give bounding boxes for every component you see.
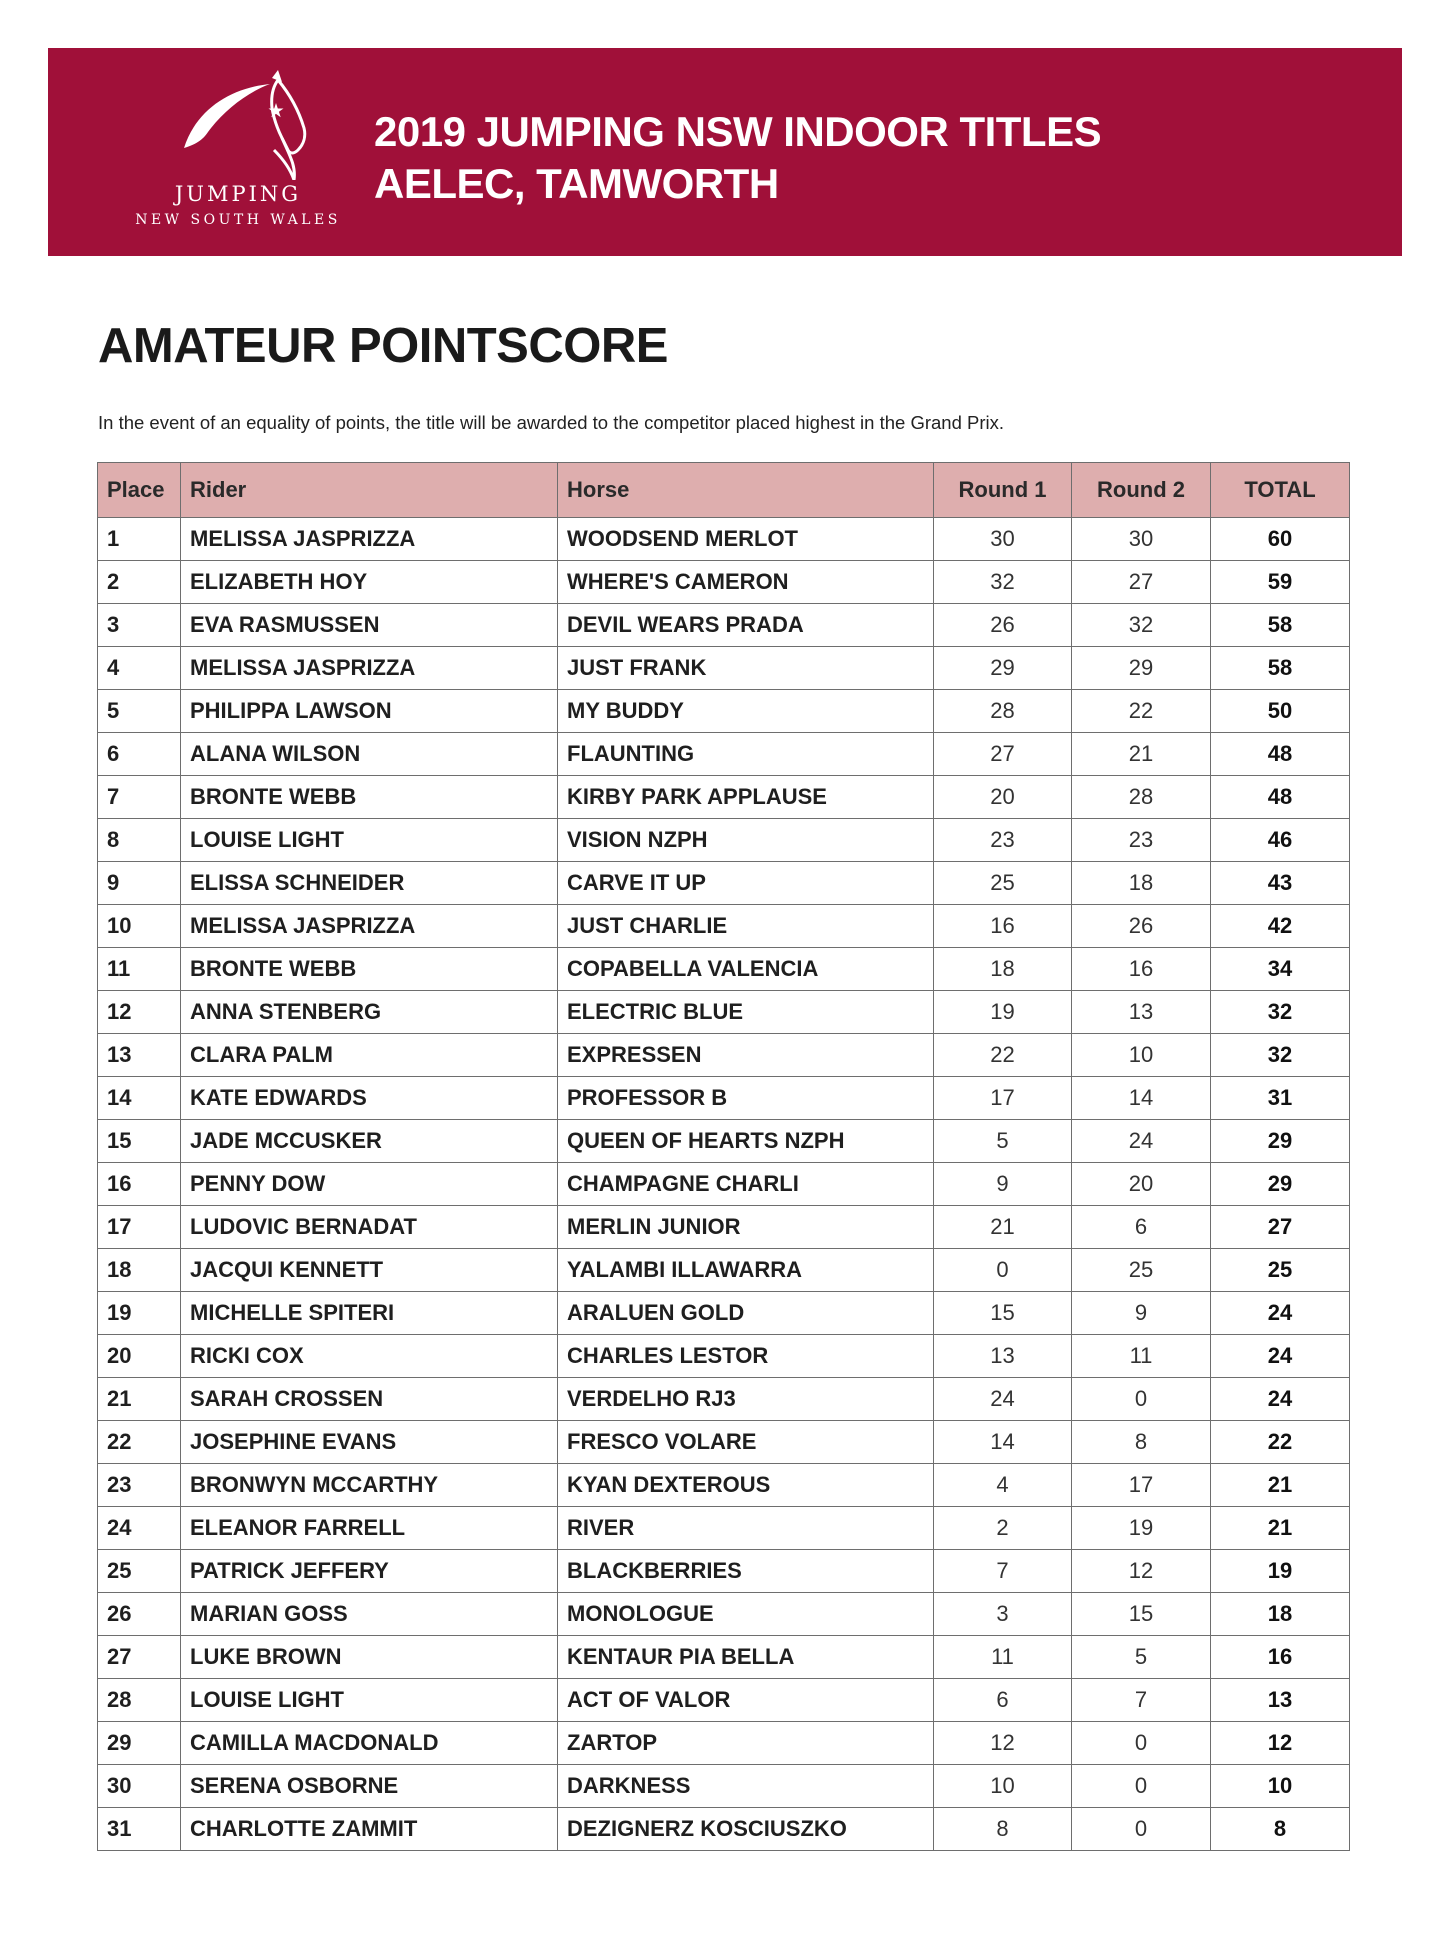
- horse-cell: WOODSEND MERLOT: [558, 518, 934, 561]
- place-cell: 22: [98, 1421, 181, 1464]
- total-cell: 59: [1211, 561, 1350, 604]
- round1-cell: 7: [934, 1550, 1072, 1593]
- horse-cell: ACT OF VALOR: [558, 1679, 934, 1722]
- round1-cell: 2: [934, 1507, 1072, 1550]
- round2-cell: 5: [1072, 1636, 1211, 1679]
- table-row: [98, 1464, 1350, 1507]
- total-cell: 31: [1211, 1077, 1350, 1120]
- table-row: [98, 561, 1350, 604]
- round1-cell: 21: [934, 1206, 1072, 1249]
- total-cell: 18: [1211, 1593, 1350, 1636]
- place-cell: 28: [98, 1679, 181, 1722]
- place-cell: 26: [98, 1593, 181, 1636]
- horse-cell: DARKNESS: [558, 1765, 934, 1808]
- total-cell: 25: [1211, 1249, 1350, 1292]
- round1-cell: 18: [934, 948, 1072, 991]
- table-row: [98, 1808, 1350, 1851]
- horse-cell: FRESCO VOLARE: [558, 1421, 934, 1464]
- round1-cell: 20: [934, 776, 1072, 819]
- horse-cell: MERLIN JUNIOR: [558, 1206, 934, 1249]
- rider-cell: KATE EDWARDS: [181, 1077, 558, 1120]
- round1-cell: 0: [934, 1249, 1072, 1292]
- table-row: [98, 733, 1350, 776]
- round1-cell: 19: [934, 991, 1072, 1034]
- table-row: [98, 1034, 1350, 1077]
- round1-cell: 32: [934, 561, 1072, 604]
- total-cell: 8: [1211, 1808, 1350, 1851]
- horse-cell: JUST FRANK: [558, 647, 934, 690]
- table-row: [98, 1335, 1350, 1378]
- rider-cell: EVA RASMUSSEN: [181, 604, 558, 647]
- tiebreak-note: In the event of an equality of points, the title will be awarded to the competitor placed highest in the Grand Prix.: [98, 412, 1005, 433]
- round2-cell: 7: [1072, 1679, 1211, 1722]
- table-header-row: [98, 463, 1350, 518]
- round2-cell: 18: [1072, 862, 1211, 905]
- table-row: [98, 604, 1350, 647]
- round2-cell: 6: [1072, 1206, 1211, 1249]
- total-cell: 43: [1211, 862, 1350, 905]
- table-row: [98, 1722, 1350, 1765]
- horse-cell: PROFESSOR B: [558, 1077, 934, 1120]
- round2-cell: 0: [1072, 1808, 1211, 1851]
- round1-cell: 29: [934, 647, 1072, 690]
- rider-cell: LUKE BROWN: [181, 1636, 558, 1679]
- round1-cell: 13: [934, 1335, 1072, 1378]
- round2-cell: 14: [1072, 1077, 1211, 1120]
- place-cell: 23: [98, 1464, 181, 1507]
- horse-cell: JUST CHARLIE: [558, 905, 934, 948]
- horse-cell: FLAUNTING: [558, 733, 934, 776]
- round2-cell: 26: [1072, 905, 1211, 948]
- round1-cell: 4: [934, 1464, 1072, 1507]
- round2-cell: 21: [1072, 733, 1211, 776]
- round1-cell: 3: [934, 1593, 1072, 1636]
- place-cell: 3: [98, 604, 181, 647]
- round1-cell: 6: [934, 1679, 1072, 1722]
- header-banner: [48, 48, 1402, 256]
- rider-cell: CLARA PALM: [181, 1034, 558, 1077]
- rider-cell: CAMILLA MACDONALD: [181, 1722, 558, 1765]
- rider-cell: MICHELLE SPITERI: [181, 1292, 558, 1335]
- table-row: [98, 1636, 1350, 1679]
- column-header-round2: Round 2: [1072, 463, 1211, 518]
- round2-cell: 0: [1072, 1722, 1211, 1765]
- place-cell: 4: [98, 647, 181, 690]
- horse-cell: RIVER: [558, 1507, 934, 1550]
- place-cell: 9: [98, 862, 181, 905]
- horse-cell: ARALUEN GOLD: [558, 1292, 934, 1335]
- round2-cell: 9: [1072, 1292, 1211, 1335]
- total-cell: 12: [1211, 1722, 1350, 1765]
- place-cell: 8: [98, 819, 181, 862]
- rider-cell: SERENA OSBORNE: [181, 1765, 558, 1808]
- total-cell: 34: [1211, 948, 1350, 991]
- horse-cell: CHAMPAGNE CHARLI: [558, 1163, 934, 1206]
- place-cell: 1: [98, 518, 181, 561]
- pointscore-table: [97, 462, 1350, 1851]
- table-row: [98, 1593, 1350, 1636]
- logo-text-jumping: JUMPING: [174, 182, 302, 206]
- table-row: [98, 776, 1350, 819]
- table-row: [98, 1120, 1350, 1163]
- round2-cell: 22: [1072, 690, 1211, 733]
- rider-cell: LUDOVIC BERNADAT: [181, 1206, 558, 1249]
- rider-cell: LOUISE LIGHT: [181, 819, 558, 862]
- column-header-round1: Round 1: [934, 463, 1072, 518]
- total-cell: 24: [1211, 1335, 1350, 1378]
- round2-cell: 28: [1072, 776, 1211, 819]
- total-cell: 13: [1211, 1679, 1350, 1722]
- table-row: [98, 948, 1350, 991]
- rider-cell: BRONTE WEBB: [181, 948, 558, 991]
- horse-cell: MY BUDDY: [558, 690, 934, 733]
- rider-cell: MELISSA JASPRIZZA: [181, 905, 558, 948]
- rider-cell: JADE MCCUSKER: [181, 1120, 558, 1163]
- round1-cell: 23: [934, 819, 1072, 862]
- horse-cell: DEZIGNERZ KOSCIUSZKO: [558, 1808, 934, 1851]
- total-cell: 42: [1211, 905, 1350, 948]
- place-cell: 14: [98, 1077, 181, 1120]
- total-cell: 16: [1211, 1636, 1350, 1679]
- total-cell: 21: [1211, 1464, 1350, 1507]
- round2-cell: 32: [1072, 604, 1211, 647]
- place-cell: 13: [98, 1034, 181, 1077]
- place-cell: 15: [98, 1120, 181, 1163]
- place-cell: 17: [98, 1206, 181, 1249]
- table-row: [98, 1550, 1350, 1593]
- round1-cell: 15: [934, 1292, 1072, 1335]
- event-title-line1: 2019 JUMPING NSW INDOOR TITLES: [374, 108, 1102, 155]
- total-cell: 48: [1211, 776, 1350, 819]
- total-cell: 27: [1211, 1206, 1350, 1249]
- rider-cell: RICKI COX: [181, 1335, 558, 1378]
- jumping-nsw-logo: [118, 70, 358, 240]
- rider-cell: ELISSA SCHNEIDER: [181, 862, 558, 905]
- horse-cell: YALAMBI ILLAWARRA: [558, 1249, 934, 1292]
- place-cell: 7: [98, 776, 181, 819]
- round2-cell: 12: [1072, 1550, 1211, 1593]
- horse-cell: QUEEN OF HEARTS NZPH: [558, 1120, 934, 1163]
- column-header-horse: Horse: [558, 463, 934, 518]
- round1-cell: 9: [934, 1163, 1072, 1206]
- total-cell: 29: [1211, 1163, 1350, 1206]
- table-row: [98, 1292, 1350, 1335]
- round2-cell: 15: [1072, 1593, 1211, 1636]
- place-cell: 2: [98, 561, 181, 604]
- total-cell: 58: [1211, 604, 1350, 647]
- table-row: [98, 1163, 1350, 1206]
- round1-cell: 16: [934, 905, 1072, 948]
- table-row: [98, 819, 1350, 862]
- total-cell: 60: [1211, 518, 1350, 561]
- round1-cell: 30: [934, 518, 1072, 561]
- round2-cell: 20: [1072, 1163, 1211, 1206]
- round2-cell: 24: [1072, 1120, 1211, 1163]
- rider-cell: PHILIPPA LAWSON: [181, 690, 558, 733]
- column-header-place: Place: [98, 463, 181, 518]
- rider-cell: MELISSA JASPRIZZA: [181, 518, 558, 561]
- table-row: [98, 1249, 1350, 1292]
- round1-cell: 22: [934, 1034, 1072, 1077]
- horse-cell: DEVIL WEARS PRADA: [558, 604, 934, 647]
- round2-cell: 0: [1072, 1378, 1211, 1421]
- table-row: [98, 1077, 1350, 1120]
- round2-cell: 30: [1072, 518, 1211, 561]
- round1-cell: 27: [934, 733, 1072, 776]
- total-cell: 10: [1211, 1765, 1350, 1808]
- total-cell: 58: [1211, 647, 1350, 690]
- round1-cell: 26: [934, 604, 1072, 647]
- round1-cell: 8: [934, 1808, 1072, 1851]
- horse-cell: VERDELHO RJ3: [558, 1378, 934, 1421]
- place-cell: 27: [98, 1636, 181, 1679]
- total-cell: 29: [1211, 1120, 1350, 1163]
- round1-cell: 24: [934, 1378, 1072, 1421]
- horse-cell: KYAN DEXTEROUS: [558, 1464, 934, 1507]
- place-cell: 11: [98, 948, 181, 991]
- horse-cell: KIRBY PARK APPLAUSE: [558, 776, 934, 819]
- round2-cell: 17: [1072, 1464, 1211, 1507]
- rider-cell: MARIAN GOSS: [181, 1593, 558, 1636]
- round1-cell: 5: [934, 1120, 1072, 1163]
- place-cell: 25: [98, 1550, 181, 1593]
- total-cell: 19: [1211, 1550, 1350, 1593]
- rider-cell: SARAH CROSSEN: [181, 1378, 558, 1421]
- place-cell: 31: [98, 1808, 181, 1851]
- place-cell: 5: [98, 690, 181, 733]
- table-row: [98, 1378, 1350, 1421]
- total-cell: 22: [1211, 1421, 1350, 1464]
- round1-cell: 28: [934, 690, 1072, 733]
- rider-cell: PATRICK JEFFERY: [181, 1550, 558, 1593]
- event-title: [374, 106, 1101, 210]
- place-cell: 18: [98, 1249, 181, 1292]
- table-row: [98, 647, 1350, 690]
- column-header-total: TOTAL: [1211, 463, 1350, 518]
- rider-cell: ELIZABETH HOY: [181, 561, 558, 604]
- round2-cell: 19: [1072, 1507, 1211, 1550]
- horse-cell: MONOLOGUE: [558, 1593, 934, 1636]
- total-cell: 32: [1211, 991, 1350, 1034]
- table-row: [98, 991, 1350, 1034]
- table-row: [98, 905, 1350, 948]
- rider-cell: MELISSA JASPRIZZA: [181, 647, 558, 690]
- rider-cell: ELEANOR FARRELL: [181, 1507, 558, 1550]
- total-cell: 24: [1211, 1378, 1350, 1421]
- horse-cell: WHERE'S CAMERON: [558, 561, 934, 604]
- place-cell: 10: [98, 905, 181, 948]
- table-body: [98, 518, 1350, 1851]
- page-title: AMATEUR POINTSCORE: [98, 319, 668, 373]
- place-cell: 21: [98, 1378, 181, 1421]
- round1-cell: 12: [934, 1722, 1072, 1765]
- place-cell: 30: [98, 1765, 181, 1808]
- place-cell: 24: [98, 1507, 181, 1550]
- rider-cell: BRONWYN MCCARTHY: [181, 1464, 558, 1507]
- rider-cell: ALANA WILSON: [181, 733, 558, 776]
- table-row: [98, 862, 1350, 905]
- table-row: [98, 1507, 1350, 1550]
- round2-cell: 11: [1072, 1335, 1211, 1378]
- table-row: [98, 1206, 1350, 1249]
- round1-cell: 11: [934, 1636, 1072, 1679]
- horse-cell: COPABELLA VALENCIA: [558, 948, 934, 991]
- rider-cell: JOSEPHINE EVANS: [181, 1421, 558, 1464]
- round2-cell: 0: [1072, 1765, 1211, 1808]
- place-cell: 19: [98, 1292, 181, 1335]
- total-cell: 50: [1211, 690, 1350, 733]
- table-row: [98, 1421, 1350, 1464]
- rider-cell: BRONTE WEBB: [181, 776, 558, 819]
- rider-cell: CHARLOTTE ZAMMIT: [181, 1808, 558, 1851]
- place-cell: 20: [98, 1335, 181, 1378]
- total-cell: 21: [1211, 1507, 1350, 1550]
- total-cell: 48: [1211, 733, 1350, 776]
- table-row: [98, 518, 1350, 561]
- round2-cell: 8: [1072, 1421, 1211, 1464]
- rider-cell: JACQUI KENNETT: [181, 1249, 558, 1292]
- round1-cell: 10: [934, 1765, 1072, 1808]
- round2-cell: 23: [1072, 819, 1211, 862]
- horse-cell: CHARLES LESTOR: [558, 1335, 934, 1378]
- round2-cell: 16: [1072, 948, 1211, 991]
- round2-cell: 25: [1072, 1249, 1211, 1292]
- table-row: [98, 1679, 1350, 1722]
- place-cell: 29: [98, 1722, 181, 1765]
- rider-cell: PENNY DOW: [181, 1163, 558, 1206]
- round2-cell: 10: [1072, 1034, 1211, 1077]
- horse-cell: VISION NZPH: [558, 819, 934, 862]
- horse-cell: ZARTOP: [558, 1722, 934, 1765]
- round1-cell: 25: [934, 862, 1072, 905]
- horse-head-icon: [178, 70, 308, 180]
- place-cell: 6: [98, 733, 181, 776]
- horse-cell: ELECTRIC BLUE: [558, 991, 934, 1034]
- round1-cell: 17: [934, 1077, 1072, 1120]
- column-header-rider: Rider: [181, 463, 558, 518]
- round2-cell: 29: [1072, 647, 1211, 690]
- table-row: [98, 1765, 1350, 1808]
- place-cell: 16: [98, 1163, 181, 1206]
- event-title-line2: AELEC, TAMWORTH: [374, 160, 779, 207]
- total-cell: 32: [1211, 1034, 1350, 1077]
- round2-cell: 13: [1072, 991, 1211, 1034]
- total-cell: 24: [1211, 1292, 1350, 1335]
- logo-text-nsw: NEW SOUTH WALES: [135, 212, 341, 228]
- round2-cell: 27: [1072, 561, 1211, 604]
- rider-cell: ANNA STENBERG: [181, 991, 558, 1034]
- table-row: [98, 690, 1350, 733]
- total-cell: 46: [1211, 819, 1350, 862]
- horse-cell: KENTAUR PIA BELLA: [558, 1636, 934, 1679]
- rider-cell: LOUISE LIGHT: [181, 1679, 558, 1722]
- place-cell: 12: [98, 991, 181, 1034]
- horse-cell: EXPRESSEN: [558, 1034, 934, 1077]
- horse-cell: BLACKBERRIES: [558, 1550, 934, 1593]
- round1-cell: 14: [934, 1421, 1072, 1464]
- horse-cell: CARVE IT UP: [558, 862, 934, 905]
